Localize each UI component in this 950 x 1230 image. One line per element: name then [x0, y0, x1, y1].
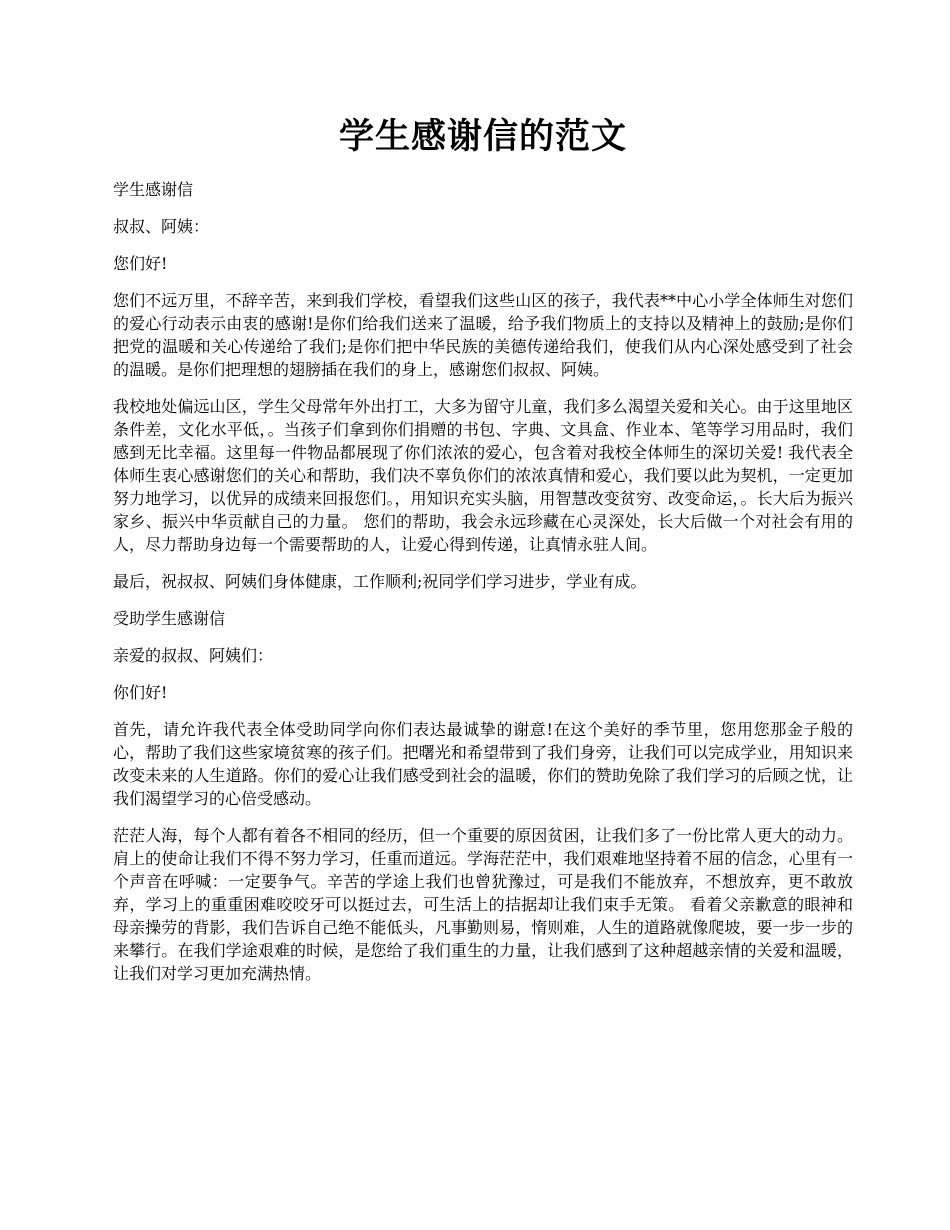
- paragraph-body-3: 首先，请允许我代表全体受助同学向你们表达最诚挚的谢意!在这个美好的季节里，您用您那金子般的心，帮助了我们这些家境贫寒的孩子们。把曙光和希望带到了我们身旁，让我们可以完成学业，用知识来改变未来的人生道路。你们的爱心让我们感受到社会的温暖，你们的赞助免除了我们学习的后顾之忧，让我们渴望学习的心倍受感动。: [113, 720, 853, 808]
- paragraph-closing-1: 最后，祝叔叔、阿姨们身体健康，工作顺利;祝同学们学习进步，学业有成。: [113, 572, 647, 591]
- paragraph-body-4: 茫茫人海，每个人都有着各不相同的经历，但一个重要的原因贫困，让我们多了一份比常人更大的动力。肩上的使命让我们不得不努力学习，任重而道远。学海茫茫中，我们艰难地坚持着不屈的信念，心里有一个声音在呼喊：一定要争气。辛苦的学途上我们也曾犹豫过，可是我们不能放弃，不想放弃，更不敢放弃，学习上的重重困难咬咬牙可以挺过去，可生活上的拮据却让我们束手无策。 看着父亲歉意的眼神和母亲操劳的背影，我们告诉自己绝不能低头，凡事勤则易，惰则难，人生的道路就像爬坡，要一步一步的来攀行。在我们学途艰难的时候，是您给了我们重生的力量，让我们感到了这种超越亲情的关爱和温暖，让我们对学习更加充满热情。: [113, 826, 853, 983]
- paragraph-greeting-1: 您们好!: [113, 254, 168, 273]
- paragraph-body-1: 您们不远万里，不辞辛苦，来到我们学校，看望我们这些山区的孩子，我代表**中心小学全体师生对您们的爱心行动表示由衷的感谢!是你们给我们送来了温暖，给予我们物质上的支持以及精神上的鼓励;是你们把党的温暖和关心传递给了我们;是你们把中华民族的美德传递给我们，使我们从内心深处感受到了社会的温暖。是你们把理想的翅膀插在我们的身上，感谢您们叔叔、阿姨。: [113, 291, 853, 379]
- paragraph-salutation-2: 亲爱的叔叔、阿姨们：: [113, 646, 274, 665]
- paragraph-greeting-2: 你们好!: [113, 683, 168, 702]
- paragraph-heading-letter-1: 学生感谢信: [113, 180, 194, 199]
- paragraph-salutation-1: 叔叔、阿姨：: [113, 217, 210, 236]
- document-title: 学生感谢信的范文: [338, 116, 627, 157]
- paragraph-body-2: 我校地处偏远山区，学生父母常年外出打工，大多为留守儿童，我们多么渴望关爱和关心。由于这里地区条件差，文化水平低，。当孩子们拿到你们捐赠的书包、字典、文具盒、作业本、笔等学习用品时，我们感到无比幸福。这里每一件物品都展现了你们浓浓的爱心，包含着对我校全体师生的深切关爱! 我代表全体师生衷心感谢您们的关心和帮助，我们决不辜负你们的浓浓真情和爱心，我们要以此为契机，一定更加努力地学习，以优异的成绩来回报您们。，用知识充实头脑，用智慧改变贫穷、改变命运，。长大后为振兴家乡、振兴中华贡献自己的力量。 您们的帮助，我会永远珍藏在心灵深处，长大后做一个对社会有用的人，尽力帮助身边每一个需要帮助的人，让爱心得到传递，让真情永驻人间。: [113, 397, 853, 554]
- document-page: [113, 112, 853, 999]
- paragraph-heading-letter-2: 受助学生感谢信: [113, 609, 226, 628]
